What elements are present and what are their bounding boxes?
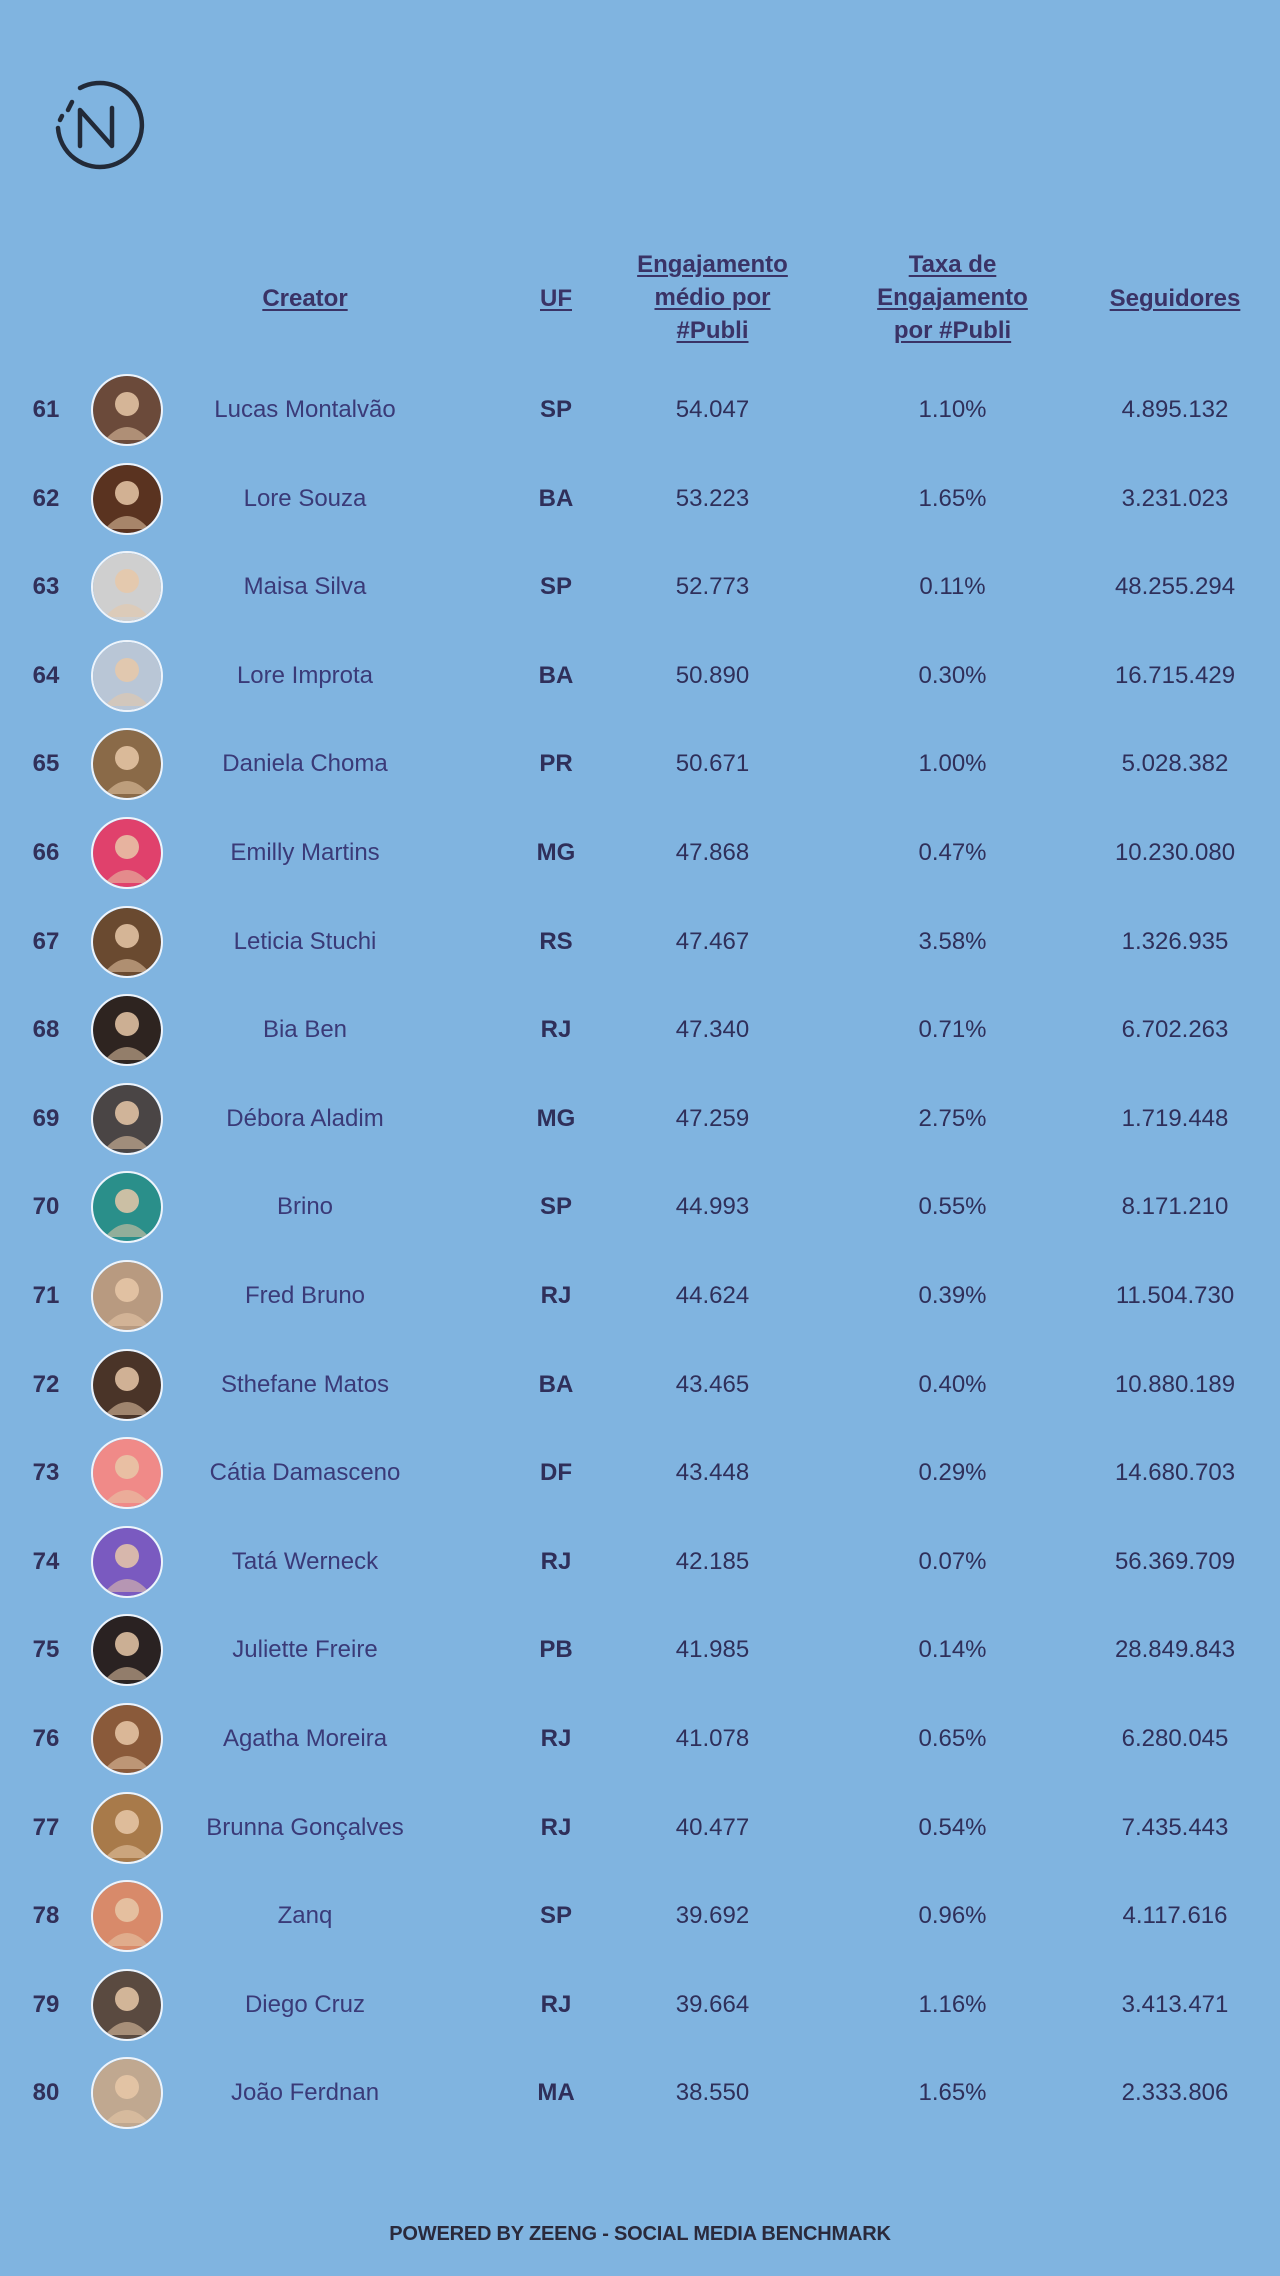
engajamento-medio: 40.477 (675, 1813, 750, 1841)
avatar (91, 1437, 163, 1509)
creator-name: Juliette Freire (232, 1636, 378, 1664)
seguidores-count: 1.719.448 (1121, 1104, 1229, 1132)
engajamento-medio: 41.985 (675, 1636, 750, 1664)
table-row (0, 898, 1280, 987)
table-row (0, 1075, 1280, 1164)
rank-number: 77 (32, 1813, 60, 1841)
avatar-photo (93, 1971, 161, 2039)
creator-name: Cátia Damasceno (209, 1459, 401, 1487)
engajamento-medio: 47.467 (675, 927, 750, 955)
avatar (91, 1083, 163, 1155)
avatar (91, 551, 163, 623)
taxa-engajamento: 0.96% (918, 1902, 987, 1930)
column-header-uf: UF (540, 285, 572, 312)
avatar-head (115, 1101, 139, 1125)
avatar-photo (93, 1262, 161, 1330)
taxa-engajamento: 0.29% (918, 1459, 987, 1487)
table-row (0, 1784, 1280, 1873)
taxa-engajamento: 0.39% (918, 1281, 987, 1309)
creator-uf: PR (539, 750, 573, 778)
avatar-head (115, 1367, 139, 1391)
creator-uf: PB (539, 1636, 573, 1664)
seguidores-count: 16.715.429 (1114, 661, 1236, 689)
rank-number: 70 (32, 1193, 60, 1221)
rank-number: 68 (32, 1016, 60, 1044)
avatar-head (115, 924, 139, 948)
table-row (0, 1872, 1280, 1961)
creator-name: Débora Aladim (226, 1104, 384, 1132)
engajamento-medio: 50.890 (675, 661, 750, 689)
creator-uf: BA (538, 661, 574, 689)
taxa-engajamento: 1.00% (918, 750, 987, 778)
engajamento-medio: 53.223 (675, 484, 750, 512)
rank-number: 72 (32, 1370, 60, 1398)
avatar (91, 2057, 163, 2129)
avatar-photo (93, 1705, 161, 1773)
seguidores-count: 11.504.730 (1115, 1281, 1235, 1309)
avatar-head (115, 1721, 139, 1745)
rank-number: 62 (32, 484, 60, 512)
taxa-engajamento: 0.14% (918, 1636, 987, 1664)
creator-name: Maisa Silva (243, 573, 367, 601)
seguidores-count: 6.280.045 (1121, 1724, 1229, 1752)
engajamento-medio: 44.624 (675, 1281, 750, 1309)
engajamento-medio: 41.078 (675, 1724, 750, 1752)
creator-name: Tatá Werneck (231, 1547, 379, 1575)
avatar (91, 1349, 163, 1421)
creator-name: João Ferdnan (230, 2079, 380, 2107)
avatar-head (115, 2075, 139, 2099)
ranking-table (0, 366, 1280, 2138)
column-header-taxa: Taxa de Engajamento por #Publi (877, 251, 1028, 344)
taxa-engajamento: 0.07% (918, 1547, 987, 1575)
avatar (91, 640, 163, 712)
seguidores-count: 8.171.210 (1121, 1193, 1229, 1221)
avatar (91, 1171, 163, 1243)
taxa-engajamento: 1.10% (918, 396, 987, 423)
creator-uf: SP (539, 573, 572, 601)
taxa-engajamento: 0.65% (918, 1724, 987, 1752)
avatar-photo (93, 376, 161, 444)
avatar (91, 728, 163, 800)
seguidores-count: 2.333.806 (1121, 2079, 1229, 2107)
avatar-photo (93, 996, 161, 1064)
creator-name: Bia Ben (262, 1016, 348, 1044)
rank-number: 67 (32, 927, 60, 955)
engajamento-medio: 39.692 (675, 1902, 750, 1930)
creator-name: Daniela Choma (222, 750, 388, 778)
avatar-head (115, 1810, 139, 1834)
creator-name: Diego Cruz (244, 1990, 366, 2018)
creator-uf: BA (538, 484, 574, 512)
creator-uf: BA (538, 1370, 574, 1398)
creator-uf: MA (537, 2079, 575, 2107)
engajamento-medio: 47.340 (675, 1016, 750, 1044)
seguidores-count: 5.028.382 (1121, 750, 1229, 778)
column-header-engajamento: Engajamento médio por #Publi (637, 251, 788, 344)
creator-name: Lucas Montalvão (214, 396, 396, 423)
avatar-head (115, 1189, 139, 1213)
avatar-photo (93, 1616, 161, 1684)
taxa-engajamento: 0.55% (918, 1193, 987, 1221)
table-row (0, 366, 1280, 455)
rank-number: 76 (32, 1724, 60, 1752)
creator-uf: RJ (540, 1016, 572, 1044)
avatar-photo (93, 908, 161, 976)
taxa-engajamento: 0.11% (919, 573, 986, 601)
avatar (91, 817, 163, 889)
rank-number: 63 (32, 573, 60, 601)
avatar-head (115, 835, 139, 859)
creator-name: Sthefane Matos (220, 1370, 390, 1398)
engajamento-medio: 38.550 (675, 2079, 750, 2107)
creator-uf: RJ (540, 1281, 572, 1309)
engajamento-medio: 42.185 (675, 1547, 750, 1575)
rank-number: 78 (32, 1902, 60, 1930)
creator-uf: RS (539, 927, 573, 955)
avatar-head (115, 1012, 139, 1036)
avatar-photo (93, 642, 161, 710)
engajamento-medio: 43.465 (675, 1370, 750, 1398)
table-row (0, 1163, 1280, 1252)
creator-uf: RJ (540, 1990, 572, 2018)
avatar (91, 1526, 163, 1598)
creator-uf: MG (536, 1104, 576, 1132)
taxa-engajamento: 3.58% (918, 927, 987, 955)
avatar-head (115, 1632, 139, 1656)
avatar-head (115, 1898, 139, 1922)
avatar-photo (93, 730, 161, 798)
avatar (91, 1703, 163, 1775)
avatar (91, 463, 163, 535)
zeeng-logo-icon (50, 80, 146, 176)
table-row (0, 2049, 1280, 2138)
creator-name: Brunna Gonçalves (206, 1813, 404, 1841)
avatar-photo (93, 1794, 161, 1862)
creator-uf: SP (539, 1193, 572, 1221)
creator-uf: SP (539, 396, 572, 423)
rank-number: 75 (32, 1636, 60, 1664)
creator-name: Leticia Stuchi (233, 927, 377, 955)
avatar (91, 1260, 163, 1332)
engajamento-medio: 52.773 (675, 573, 750, 601)
avatar (91, 1614, 163, 1686)
table-row (0, 1606, 1280, 1695)
table-row (0, 455, 1280, 544)
table-row (0, 1961, 1280, 2050)
column-header-creator: Creator (262, 285, 348, 312)
avatar (91, 994, 163, 1066)
rank-number: 74 (32, 1547, 60, 1575)
taxa-engajamento: 1.65% (918, 2079, 987, 2107)
table-row (0, 1695, 1280, 1784)
engajamento-medio: 50.671 (675, 750, 750, 778)
table-row (0, 809, 1280, 898)
seguidores-count: 56.369.709 (1114, 1547, 1236, 1575)
seguidores-count: 4.895.132 (1121, 396, 1229, 423)
table-row (0, 1518, 1280, 1607)
avatar-photo (93, 1173, 161, 1241)
seguidores-count: 14.680.703 (1114, 1459, 1236, 1487)
taxa-engajamento: 0.71% (918, 1016, 987, 1044)
seguidores-count: 1.326.935 (1121, 927, 1229, 955)
seguidores-count: 6.702.263 (1121, 1016, 1229, 1044)
rank-number: 61 (32, 396, 60, 423)
creator-name: Fred Bruno (244, 1281, 366, 1309)
column-header-seguidores: Seguidores (1109, 285, 1241, 312)
creator-name: Agatha Moreira (222, 1724, 388, 1752)
avatar-photo (93, 465, 161, 533)
table-row (0, 1252, 1280, 1341)
avatar-photo (93, 553, 161, 621)
creator-name: Lore Improta (236, 661, 374, 689)
seguidores-count: 3.231.023 (1121, 484, 1229, 512)
table-row (0, 720, 1280, 809)
avatar-head (115, 746, 139, 770)
seguidores-count: 3.413.471 (1121, 1990, 1229, 2018)
taxa-engajamento: 1.16% (918, 1990, 987, 2018)
taxa-engajamento: 1.65% (918, 484, 987, 512)
creator-uf: DF (540, 1459, 572, 1487)
taxa-engajamento: 0.30% (918, 661, 987, 689)
avatar-head (115, 1278, 139, 1302)
creator-uf: RJ (540, 1724, 572, 1752)
seguidores-count: 48.255.294 (1114, 573, 1236, 601)
creator-name: Zanq (277, 1902, 333, 1930)
avatar (91, 906, 163, 978)
rank-number: 73 (32, 1459, 60, 1487)
creator-name: Emilly Martins (230, 838, 380, 866)
creator-uf: SP (539, 1902, 572, 1930)
rank-number: 64 (32, 661, 60, 689)
avatar-head (115, 392, 139, 416)
table-row (0, 543, 1280, 632)
table-row (0, 1429, 1280, 1518)
creator-name: Lore Souza (243, 484, 367, 512)
engajamento-medio: 43.448 (675, 1459, 750, 1487)
rank-number: 80 (32, 2079, 60, 2107)
taxa-engajamento: 0.40% (918, 1370, 987, 1398)
creator-uf: RJ (540, 1547, 572, 1575)
avatar-photo (93, 819, 161, 887)
seguidores-count: 4.117.616 (1122, 1902, 1228, 1930)
table-row (0, 986, 1280, 1075)
engajamento-medio: 44.993 (675, 1193, 750, 1221)
avatar-head (115, 569, 139, 593)
avatar-head (115, 1987, 139, 2011)
engajamento-medio: 47.259 (675, 1104, 750, 1132)
rank-number: 65 (32, 750, 60, 778)
rank-number: 79 (32, 1990, 60, 2018)
creator-uf: MG (536, 838, 576, 866)
avatar-photo (93, 1085, 161, 1153)
avatar-photo (93, 1439, 161, 1507)
taxa-engajamento: 0.54% (918, 1813, 987, 1841)
footer-credit: POWERED BY ZEENG - SOCIAL MEDIA BENCHMARK (389, 2223, 891, 2245)
seguidores-count: 28.849.843 (1114, 1636, 1236, 1664)
engajamento-medio: 39.664 (675, 1990, 750, 2018)
avatar-head (115, 658, 139, 682)
avatar-head (115, 1455, 139, 1479)
seguidores-count: 10.230.080 (1114, 838, 1236, 866)
seguidores-count: 7.435.443 (1121, 1813, 1229, 1841)
avatar (91, 1969, 163, 2041)
table-row (0, 632, 1280, 721)
taxa-engajamento: 2.75% (918, 1104, 987, 1132)
avatar-photo (93, 2059, 161, 2127)
avatar-head (115, 1544, 139, 1568)
avatar-head (115, 481, 139, 505)
creator-uf: RJ (540, 1813, 572, 1841)
table-row (0, 1341, 1280, 1430)
rank-number: 71 (32, 1281, 60, 1309)
seguidores-count: 10.880.189 (1114, 1370, 1236, 1398)
engajamento-medio: 54.047 (675, 396, 750, 423)
avatar (91, 1792, 163, 1864)
engajamento-medio: 47.868 (675, 838, 750, 866)
taxa-engajamento: 0.47% (918, 838, 987, 866)
rank-number: 66 (32, 838, 60, 866)
avatar-photo (93, 1351, 161, 1419)
avatar-photo (93, 1882, 161, 1950)
avatar-photo (93, 1528, 161, 1596)
creator-name: Brino (276, 1193, 334, 1221)
rank-number: 69 (32, 1104, 60, 1132)
avatar (91, 374, 163, 446)
avatar (91, 1880, 163, 1952)
